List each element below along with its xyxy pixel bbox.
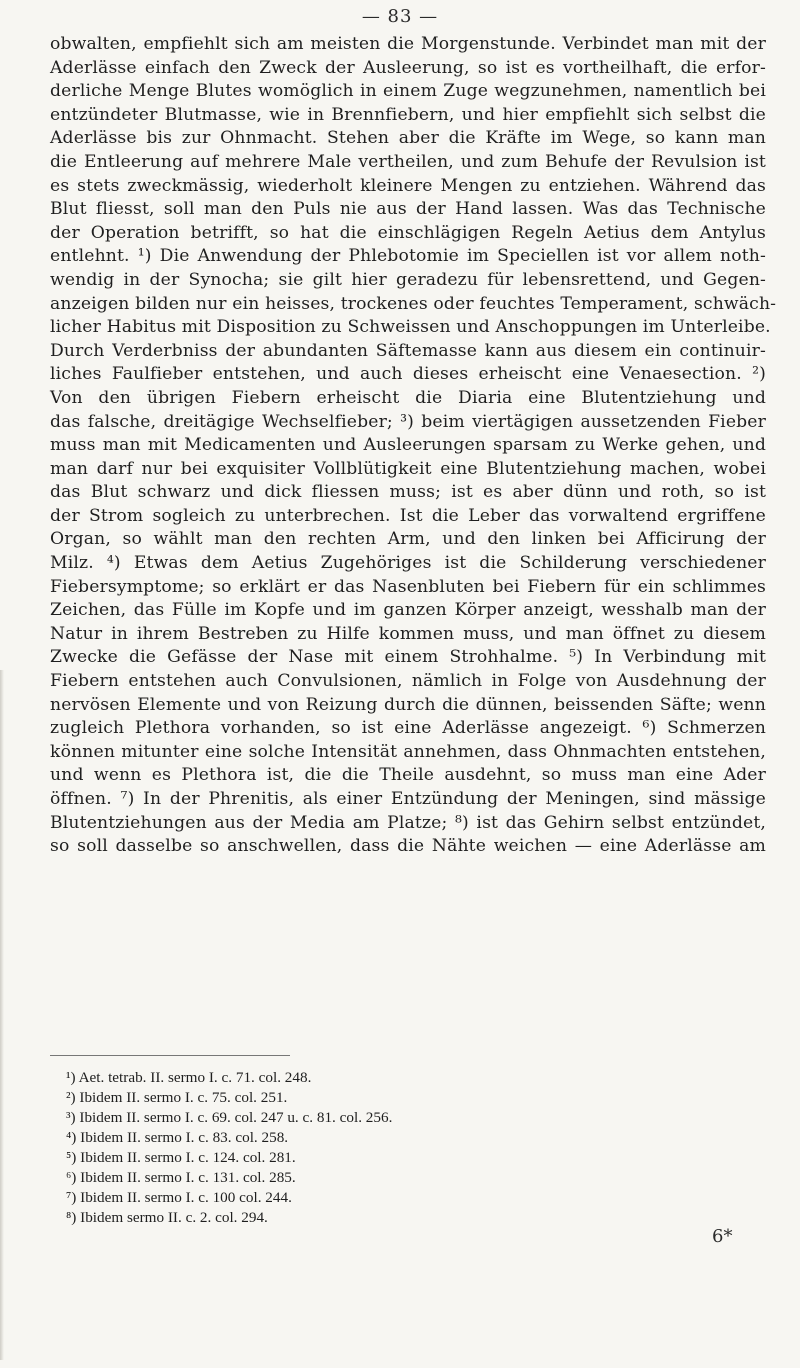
footnote-item: ⁶) Ibidem II. sermo I. c. 131. col. 285. <box>66 1169 296 1186</box>
body-line: öffnen. ⁷) In der Phrenitis, als einer Entzündung der Meningen, sind mässige <box>50 789 766 809</box>
footnote-item: ²) Ibidem II. sermo I. c. 75. col. 251. <box>66 1089 288 1106</box>
body-line: obwalten, empfiehlt sich am meisten die Morgenstunde. Verbindet man mit der <box>50 34 766 54</box>
body-line: so soll dasselbe so anschwellen, dass die Nähte weichen — eine Aderlässe am <box>50 836 766 857</box>
body-line: Blutentziehungen aus der Media am Platze; ⁸) ist das Gehirn selbst entzündet, <box>50 812 766 833</box>
body-line: nervösen Elemente und von Reizung durch die dünnen, beissenden Säfte; wenn <box>50 694 766 715</box>
body-line: es stets zweckmässig, wiederholt kleinere Mengen zu entziehen. Während das <box>50 175 766 196</box>
page-edge-shadow <box>0 670 4 1360</box>
signature-mark: 6* <box>712 1226 733 1247</box>
footnote-item: ⁴) Ibidem II. sermo I. c. 83. col. 258. <box>66 1129 289 1146</box>
body-line: Zeichen, das Fülle im Kopfe und im ganzen Körper anzeigt, wesshalb man der <box>50 600 766 621</box>
body-line: Milz. ⁴) Etwas dem Aetius Zugehöriges ist die Schilderung verschiedener <box>50 553 766 574</box>
body-line: das Blut schwarz und dick fliessen muss; ist es aber dünn und roth, so ist <box>50 482 766 503</box>
footnote-item: ⁷) Ibidem II. sermo I. c. 100 col. 244. <box>66 1189 292 1206</box>
body-line: Von den übrigen Fiebern erheischt die Diaria eine Blutentziehung und <box>50 387 766 408</box>
body-text <box>50 33 777 859</box>
body-line: Zwecke die Gefässe der Nase mit einem Strohhalme. ⁵) In Verbindung mit <box>50 647 766 668</box>
body-line: entlehnt. ¹) Die Anwendung der Phlebotomie im Speciellen ist vor allem noth- <box>50 246 766 267</box>
body-line: Fiebersymptome; so erklärt er das Nasenbluten bei Fiebern für ein schlimmes <box>50 576 766 597</box>
body-line: derliche Menge Blutes womöglich in einem Zuge wegzunehmen, namentlich bei <box>50 81 766 102</box>
body-line: Blut fliesst, soll man den Puls nie aus der Hand lassen. Was das Technische <box>50 199 766 220</box>
footnote-item: ¹) Aet. tetrab. II. sermo I. c. 71. col. 248. <box>66 1069 312 1086</box>
footnote-item: ³) Ibidem II. sermo I. c. 69. col. 247 u. c. 81. col. 256. <box>66 1109 393 1126</box>
body-line: der Operation betrifft, so hat die einschlägigen Regeln Aetius dem Antylus <box>50 222 766 243</box>
body-line: liches Faulfieber entstehen, und auch dieses erheischt eine Venaesection. ²) <box>50 364 766 385</box>
body-line: die Entleerung auf mehrere Male vertheilen, und zum Behufe der Revulsion ist <box>50 151 766 172</box>
footnote-divider <box>50 1055 290 1056</box>
footnote-item: ⁸) Ibidem sermo II. c. 2. col. 294. <box>66 1209 268 1226</box>
body-line: können mitunter eine solche Intensität annehmen, dass Ohnmachten entstehen, <box>50 741 766 762</box>
body-line: Natur in ihrem Bestreben zu Hilfe kommen muss, und man öffnet zu diesem <box>50 623 766 644</box>
body-line: wendig in der Synocha; sie gilt hier geradezu für lebensrettend, und Gegen- <box>50 269 766 290</box>
body-line: und wenn es Plethora ist, die die Theile ausdehnt, so muss man eine Ader <box>50 765 766 786</box>
footnote-item: ⁵) Ibidem II. sermo I. c. 124. col. 281. <box>66 1149 296 1166</box>
body-line: das falsche, dreitägige Wechselfieber; ³) beim viertägigen aussetzenden Fieber <box>50 411 766 432</box>
body-line: Organ, so wählt man den rechten Arm, und den linken bei Afficirung der <box>50 529 766 550</box>
page-number-header: — 83 — <box>361 6 439 27</box>
body-line: licher Habitus mit Disposition zu Schweissen und Anschoppungen im Unterleibe. <box>50 317 771 338</box>
body-line: zugleich Plethora vorhanden, so ist eine Aderlässe angezeigt. ⁶) Schmerzen <box>50 718 766 739</box>
body-line: anzeigen bilden nur ein heisses, trockenes oder feuchtes Temperament, schwäch- <box>50 293 777 314</box>
body-line: Fiebern entstehen auch Convulsionen, nämlich in Folge von Ausdehnung der <box>50 671 766 692</box>
footnotes <box>66 1068 766 1228</box>
body-line: muss man mit Medicamenten und Ausleerungen sparsam zu Werke gehen, und <box>50 435 766 456</box>
body-line: der Strom sogleich zu unterbrechen. Ist die Leber das vorwaltend ergriffene <box>50 505 766 526</box>
body-line: Durch Verderbniss der abundanten Säftemasse kann aus diesem ein continuir- <box>50 340 766 361</box>
body-line: man darf nur bei exquisiter Vollblütigkeit eine Blutentziehung machen, wobei <box>50 458 766 479</box>
body-line: Aderlässe bis zur Ohnmacht. Stehen aber die Kräfte im Wege, so kann man <box>50 128 766 149</box>
body-line: Aderlässe einfach den Zweck der Ausleerung, so ist es vortheilhaft, die erfor- <box>50 57 766 78</box>
body-line: entzündeter Blutmasse, wie in Brennfiebern, und hier empfiehlt sich selbst die <box>50 104 766 125</box>
